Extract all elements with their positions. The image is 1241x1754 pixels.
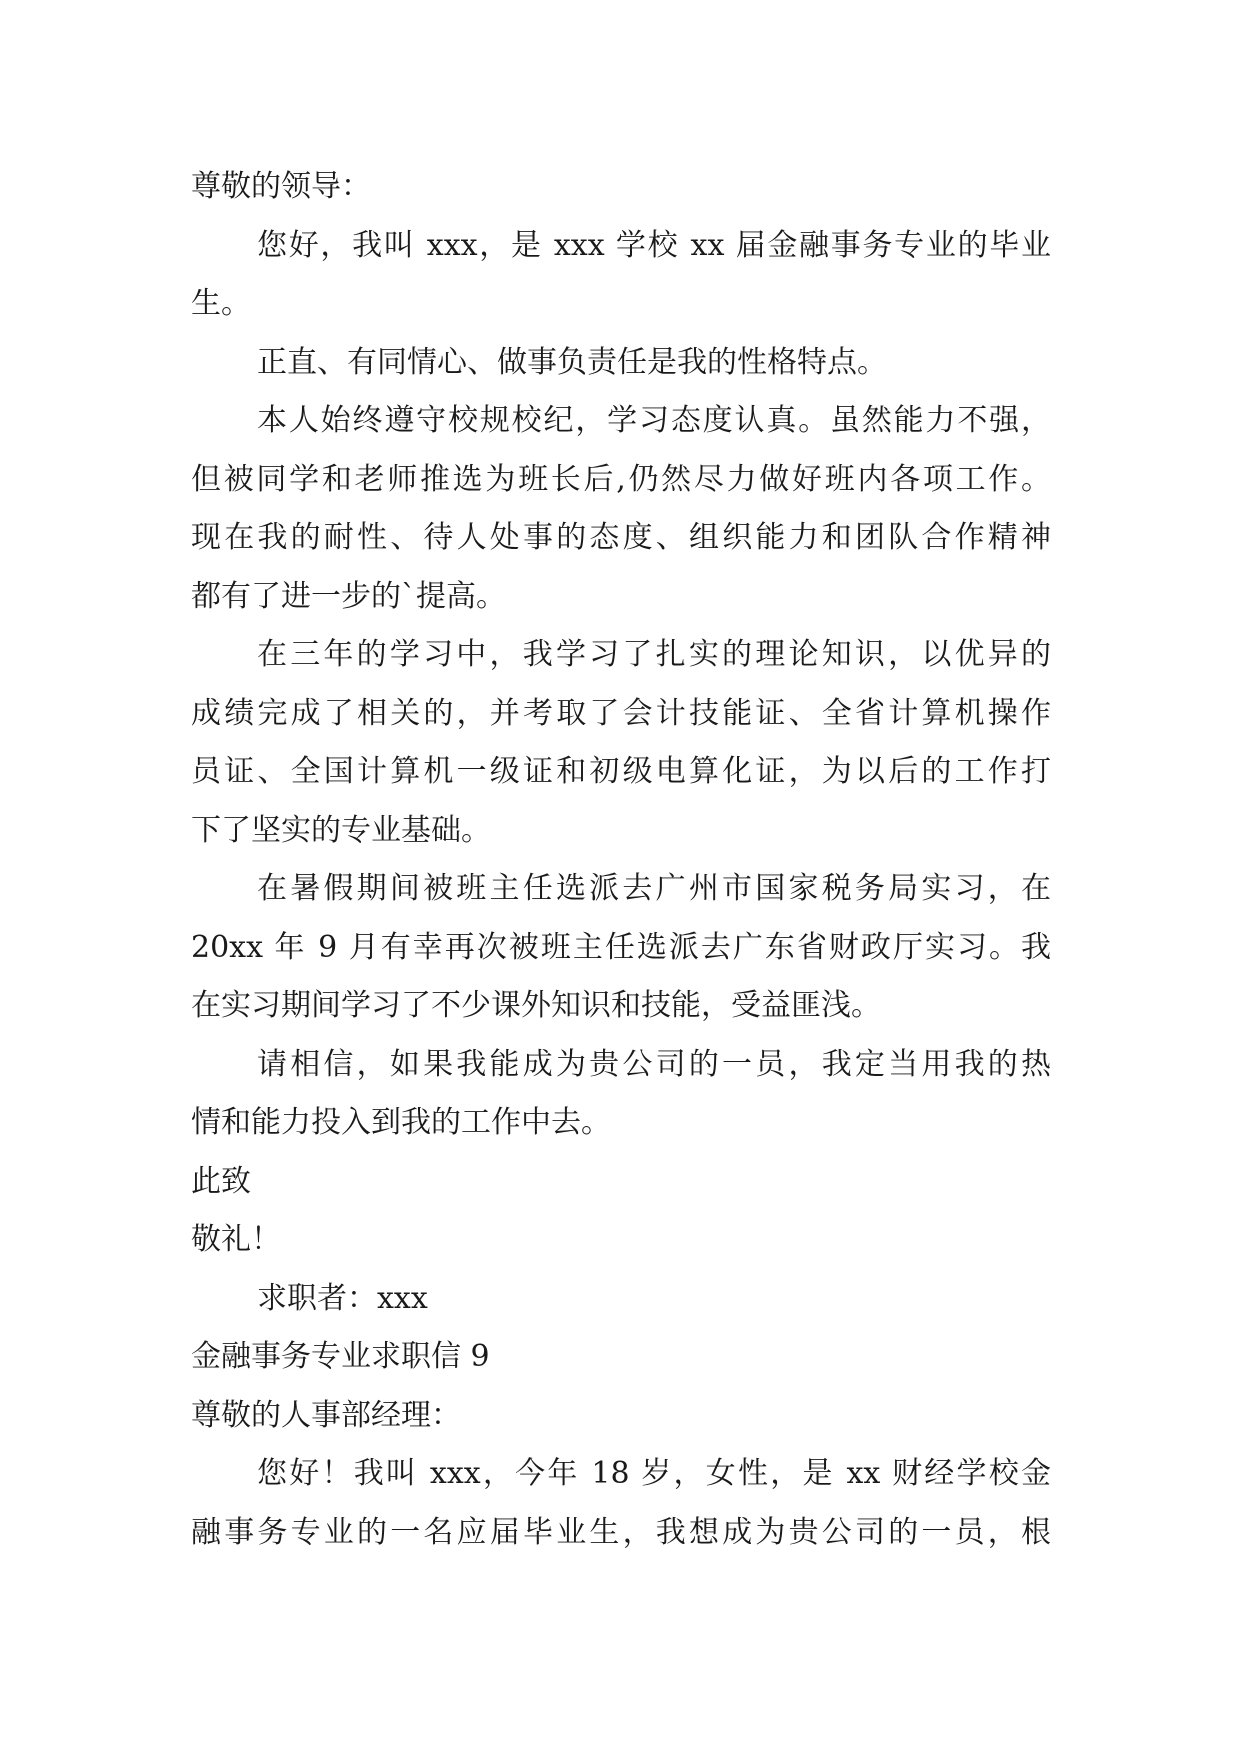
letter-body (191, 158, 1051, 1562)
text-line: 20xx 年 9 月有幸再次被班主任选派去广东省财政厅实习。我 (191, 929, 1051, 965)
text-line: 本人始终遵守校规校纪，学习态度认真。虽然能力不强， (257, 403, 1051, 438)
text-line: 在三年的学习中，我学习了扎实的理论知识，以优异的 (257, 637, 1051, 672)
text-line: 尊敬的人事部经理： (191, 1397, 461, 1433)
text-line: 融事务专业的一名应届毕业生，我想成为贵公司的一员，根 (191, 1514, 1051, 1550)
text-line: 在实习期间学习了不少课外知识和技能，受益匪浅。 (191, 988, 881, 1023)
text-line: 敬礼！ (191, 1222, 281, 1257)
text-line: 都有了进一步的`提高。 (191, 578, 506, 614)
text-line: 成绩完成了相关的，并考取了会计技能证、全省计算机操作 (191, 695, 1051, 731)
text-line: 您好，我叫 xxx，是 xxx 学校 xx 届金融事务专业的毕业 (257, 227, 1051, 263)
text-line: 现在我的耐性、待人处事的态度、组织能力和团队合作精神 (191, 520, 1051, 555)
text-line: 金融事务专业求职信 9 (191, 1339, 490, 1374)
text-line: 正直、有同情心、做事负责任是我的性格特点。 (257, 344, 887, 380)
text-line: 您好！我叫 xxx，今年 18 岁，女性，是 xx 财经学校金 (257, 1456, 1051, 1491)
text-line: 下了坚实的专业基础。 (191, 812, 491, 848)
text-line: 此致 (191, 1163, 251, 1199)
text-line: 尊敬的领导： (191, 169, 371, 204)
text-line: 员证、全国计算机一级证和初级电算化证，为以后的工作打 (191, 754, 1051, 789)
text-line: 请相信，如果我能成为贵公司的一员，我定当用我的热 (257, 1046, 1051, 1082)
text-line: 生。 (191, 286, 251, 321)
text-line: 但被同学和老师推选为班长后,仍然尽力做好班内各项工作。 (191, 461, 1051, 497)
text-line: 情和能力投入到我的工作中去。 (191, 1105, 611, 1140)
text-line: 在暑假期间被班主任选派去广州市国家税务局实习，在 (257, 871, 1051, 906)
text-line: 求职者：xxx (257, 1280, 428, 1316)
